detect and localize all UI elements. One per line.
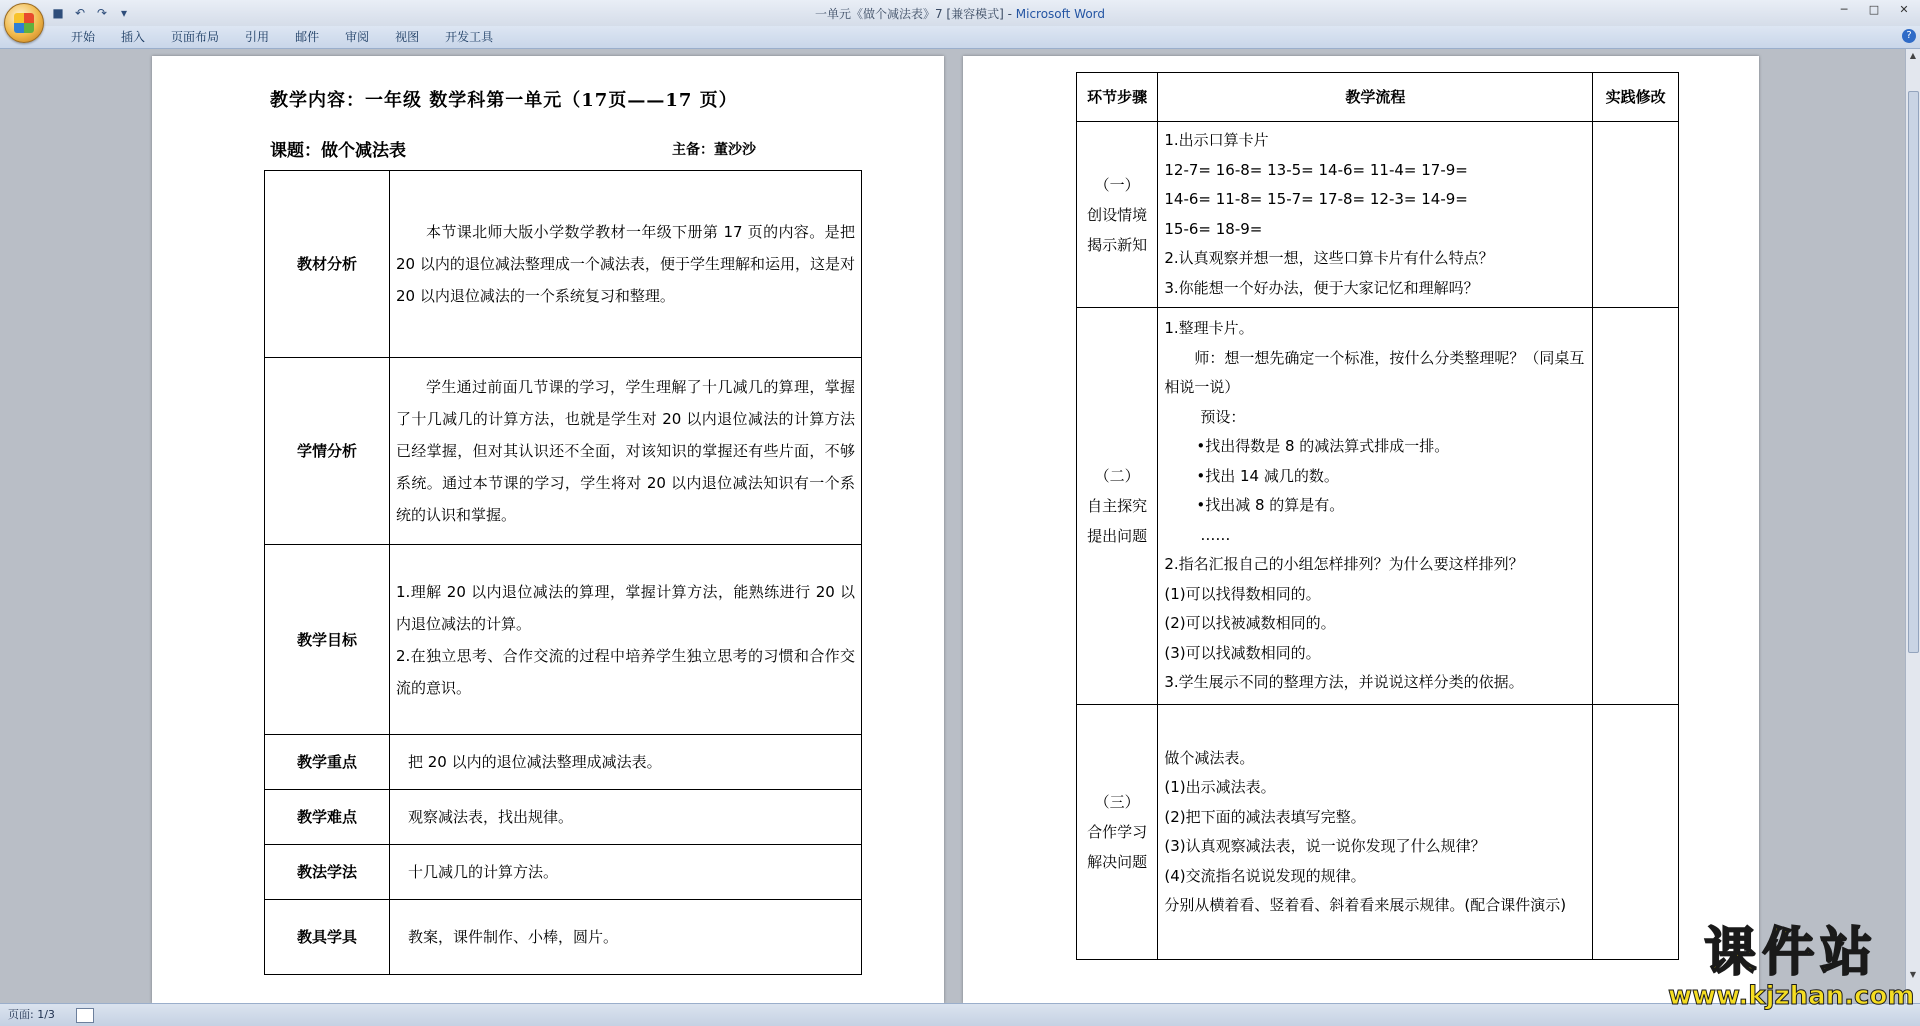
table-row <box>265 790 862 845</box>
page-indicator[interactable]: 页面: 1/3 <box>8 1008 55 1021</box>
minimize-icon[interactable]: ─ <box>1840 3 1848 16</box>
row-label: 教学目标 <box>265 545 390 735</box>
flow-line: 14-6= 11-8= 15-7= 17-8= 12-3= 14-9= <box>1164 190 1468 208</box>
redo-icon[interactable]: ↷ <box>96 6 108 20</box>
stage-name-line1: 自主探究 <box>1087 497 1148 515</box>
flow-line: (1)可以找得数相同的。 <box>1164 584 1321 603</box>
row-value <box>390 545 862 735</box>
table-header-row <box>1077 73 1679 122</box>
maximize-icon[interactable]: □ <box>1868 3 1880 16</box>
lesson-preparer <box>672 139 756 159</box>
stage-cell <box>1077 308 1158 705</box>
stage-name-line2: 提出问题 <box>1087 527 1148 545</box>
table-row <box>265 900 862 975</box>
title-bar <box>0 0 1920 26</box>
stage-name-line1: 创设情境 <box>1087 205 1148 224</box>
flow-line: 12-7= 16-8= 13-5= 14-6= 11-4= 17-9= <box>1164 160 1468 179</box>
row-value: 观察减法表，找出规律。 <box>390 790 862 845</box>
tab-insert[interactable]: 插入 <box>121 30 146 44</box>
modify-cell <box>1593 705 1679 960</box>
table-row <box>265 735 862 790</box>
flow-cell <box>1158 122 1593 308</box>
table-row <box>265 545 862 735</box>
stage-number: （一） <box>1094 175 1140 194</box>
preparer-value: 董沙沙 <box>714 142 756 158</box>
flow-line: (1)出示减法表。 <box>1164 778 1276 796</box>
flow-line: •找出减 8 的算是有。 <box>1196 496 1345 515</box>
office-logo-icon <box>14 13 34 33</box>
help-icon[interactable]: ? <box>1902 29 1916 43</box>
scroll-down-icon[interactable]: ▼ <box>1909 970 1917 979</box>
flow-line: 1.出示口算卡片 <box>1164 131 1269 149</box>
flow-line: •找出得数是 8 的减法算式排成一排。 <box>1196 437 1450 456</box>
office-button[interactable] <box>4 3 44 43</box>
flow-line: (2)把下面的减法表填写完整。 <box>1164 807 1366 826</box>
window-controls <box>1836 2 1912 18</box>
table-row <box>1077 122 1679 308</box>
flow-line: 3.你能想一个好办法，便于大家记忆和理解吗？ <box>1164 278 1479 297</box>
stage-name-line1: 合作学习 <box>1087 823 1148 841</box>
stage-number: （三） <box>1094 793 1140 811</box>
tab-page-layout[interactable]: 页面布局 <box>171 30 220 44</box>
flow-line: (2)可以找被减数相同的。 <box>1164 614 1336 633</box>
flow-line: …… <box>1200 525 1231 544</box>
tab-home[interactable]: 开始 <box>71 30 96 44</box>
scroll-up-icon[interactable]: ▲ <box>1909 51 1917 60</box>
table-row <box>1077 705 1679 960</box>
dropdown-icon[interactable]: ▾ <box>120 6 128 20</box>
flow-line: 1.整理卡片。 <box>1164 319 1254 338</box>
page-1 <box>152 56 944 1003</box>
vertical-scrollbar[interactable] <box>1905 49 1920 1003</box>
status-bar <box>0 1003 1920 1026</box>
flow-line: (3)认真观察减法表，说一说你发现了什么规律？ <box>1164 837 1486 855</box>
ribbon <box>0 26 1920 49</box>
page-2 <box>963 56 1759 1003</box>
lesson-content-heading: 教学内容：一年级 数学科第一单元（17页——17 页） <box>270 90 738 111</box>
flow-cell <box>1158 705 1593 960</box>
close-icon[interactable]: ✕ <box>1899 3 1909 16</box>
tab-review[interactable]: 审阅 <box>345 30 370 44</box>
tab-view[interactable]: 视图 <box>395 30 420 44</box>
row-value: 十几减几的计算方法。 <box>390 845 862 900</box>
flow-line: 15-6= 18-9= <box>1164 219 1263 238</box>
modify-cell <box>1593 122 1679 308</box>
flow-cell <box>1158 308 1593 705</box>
stage-name-line2: 解决问题 <box>1087 853 1148 871</box>
flow-line: 师：想一想先确定一个标准，按什么分类整理呢？（同桌互相说一说） <box>1164 348 1585 397</box>
table-row <box>265 171 862 358</box>
stage-cell <box>1077 122 1158 308</box>
table-row <box>265 358 862 545</box>
header-modify: 实践修改 <box>1593 73 1679 122</box>
flow-line: 做个减法表。 <box>1164 748 1255 767</box>
stage-cell <box>1077 705 1158 960</box>
row-label: 教具学具 <box>265 900 390 975</box>
row-value: 教案，课件制作、小棒，圆片。 <box>390 900 862 975</box>
flow-line: 2.指名汇报自己的小组怎样排列？为什么要这样排列？ <box>1164 555 1524 574</box>
flow-line: •找出 14 减几的数。 <box>1196 466 1339 485</box>
subject-label: 课题： <box>270 141 321 161</box>
subject-value: 做个减法表 <box>321 141 406 161</box>
watermark-logo: 课件站 <box>1704 923 1879 983</box>
site-watermark <box>1668 924 1914 1010</box>
table-row <box>1077 308 1679 705</box>
row-label: 教学重点 <box>265 735 390 790</box>
goal-2: 2.在独立思考、合作交流的过程中培养学生独立思考的习惯和合作交流的意识。 <box>396 646 855 697</box>
flow-line: 3.学生展示不同的整理方法，并说说这样分类的依据。 <box>1164 673 1524 692</box>
row-label: 学情分析 <box>265 358 390 545</box>
lesson-info-table <box>264 170 862 975</box>
document-name: 一单元《做个减法表》7 [兼容模式] - <box>814 7 1016 21</box>
row-label: 教法学法 <box>265 845 390 900</box>
row-value: 本节课北师大版小学数学教材一年级下册第 17 页的内容。是把 20 以内的退位减法整理成一个减法表，便于学生理解和运用，这是对 20 以内退位减法的一个系统复习和整理。 <box>390 171 862 358</box>
flow-line: (4)交流指名说说发现的规律。 <box>1164 866 1366 885</box>
watermark-url: www.kjzhan.com <box>1668 981 1915 1011</box>
table-row <box>265 845 862 900</box>
row-value: 学生通过前面几节课的学习，学生理解了十几减几的算理，掌握了十几减几的计算方法，也就是学生对 20 以内退位减法的计算方法已经掌握，但对其认识还不全面，对该知识的掌握还有些片面，不够系统。通过本节课的学习，学生将对 20 以内退位减法知识有一个系统的认识和掌握。 <box>390 358 862 545</box>
window-title <box>0 5 1920 22</box>
header-flow: 教学流程 <box>1158 73 1593 122</box>
app-name: Microsoft Word <box>1015 7 1106 21</box>
save-icon[interactable]: ■ <box>52 6 64 20</box>
stage-number: （二） <box>1094 467 1140 485</box>
tab-mailings[interactable]: 邮件 <box>295 30 320 44</box>
scroll-thumb[interactable] <box>1908 91 1919 653</box>
tab-developer[interactable]: 开发工具 <box>445 30 494 44</box>
lesson-subject <box>270 136 406 161</box>
flow-line: 预设： <box>1200 407 1246 426</box>
tab-references[interactable]: 引用 <box>245 30 270 44</box>
teaching-flow-table <box>1076 72 1679 960</box>
modify-cell <box>1593 308 1679 705</box>
undo-icon[interactable]: ↶ <box>74 6 86 20</box>
row-label: 教学难点 <box>265 790 390 845</box>
goal-1: 1.理解 20 以内退位减法的算理，掌握计算方法，能熟练进行 20 以内退位减法的计算。 <box>396 582 855 633</box>
row-label: 教材分析 <box>265 171 390 358</box>
header-stage: 环节步骤 <box>1077 73 1158 122</box>
stage-name-line2: 揭示新知 <box>1087 235 1148 254</box>
proofing-icon[interactable] <box>76 1008 94 1023</box>
row-value: 把 20 以内的退位减法整理成减法表。 <box>390 735 862 790</box>
ribbon-tabs <box>58 29 506 45</box>
flow-line: (3)可以找减数相同的。 <box>1164 643 1321 662</box>
flow-line: 2.认真观察并想一想，这些口算卡片有什么特点？ <box>1164 249 1494 267</box>
preparer-label: 主备： <box>672 142 714 158</box>
flow-line: 分别从横着看、竖着看、斜着看来展示规律。(配合课件演示) <box>1164 896 1567 914</box>
